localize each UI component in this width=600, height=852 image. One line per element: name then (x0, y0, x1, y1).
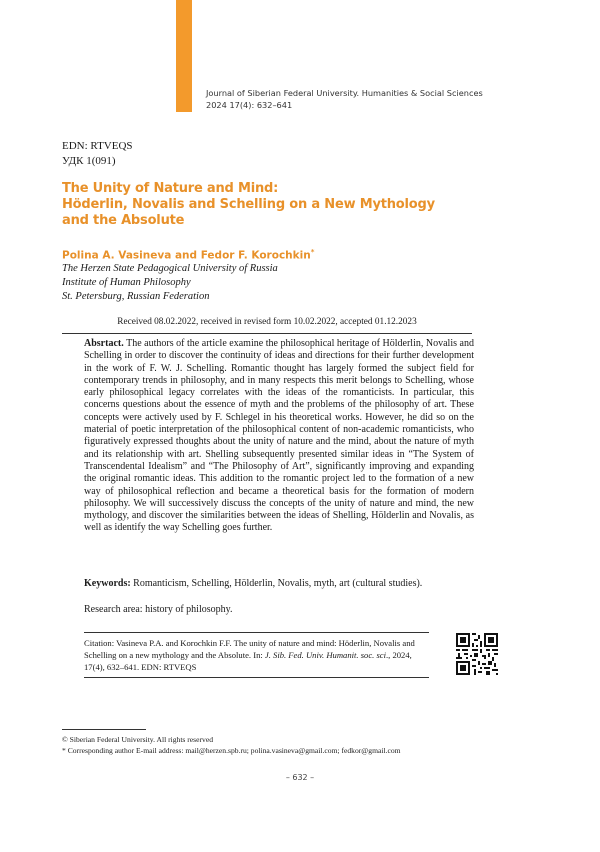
qr-code-icon (456, 633, 498, 675)
research-area: Research area: history of philosophy. (84, 604, 233, 615)
citation-box (84, 632, 429, 678)
corresponding-author-note: * Corresponding author E-mail address: mail@herzen.spb.ru; polina.vasineva@gmail.com; fedkor@gmail.com (62, 746, 401, 755)
keywords-text: Romanticism, Schelling, Hölderlin, Novalis, myth, art (cultural studies). (130, 578, 423, 589)
received-dates: Received 08.02.2022, received in revised form 10.02.2022, accepted 01.12.2023 (117, 317, 417, 327)
footnotes (62, 734, 401, 756)
corresponding-mark: * (310, 248, 315, 256)
authors (62, 248, 314, 262)
divider (62, 333, 472, 334)
title-line-2: Höderlin, Novalis and Schelling on a New Mythology (62, 197, 435, 212)
journal-name: Journal of Siberian Federal University. Humanities & Social Sciences (206, 88, 483, 98)
page-number: – 632 – (285, 773, 315, 782)
abstract-text: The authors of the article examine the philosophical heritage of Hölderlin, Novalis and Schelling in order to discover the continuity of ideas and directions for their further development in the work of F. W. J. Schelling. Romantic thought has largely formed the subject field for contemporary trends in philosophy, and in many respects this merit belongs to Schelling, whose early philosophical legacy correlates with the ideas of the romanticists. In particular, this concerns questions about the essence of myth and the problems of the philosophy of art. These concepts were actively used by F. Schlegel in his theoretical works. However, he did so on the material of poetic interpretation of the philosophical content of non-academic romanticists, who figuratively expressed thoughts about the unity of nature and the mind, about the nature of myth and its relationship with art. Shelling subsequently presented similar ideas in “The System of Transcendental Idealism” and “The Philosophy of Art”, significantly improving and expanding the original romantic ideas. This addition to the romantic project led to the formation of a new way of philosophical reflection and became a theoretical basis for the formation of modern philosophy. We will successively discuss the concepts of the unity of nature and mind, the new mythology, and discover the similarities between the ideas of Shelling, Hölderlin and Novalis, as well as identify the way Schelling goes further. (84, 338, 474, 534)
copyright-note: © Siberian Federal University. All rights reserved (62, 735, 213, 744)
abstract-label: Absrtact. (84, 338, 124, 349)
citation-tail: ., 2024, 17(4), 632–641. EDN: RTVEQS (84, 650, 412, 672)
journal-issue: 2024 17(4): 632–641 (206, 100, 293, 110)
affiliation-line-1: The Herzen State Pedagogical University of Russia (62, 263, 278, 274)
title-line-1: The Unity of Nature and Mind: (62, 181, 279, 196)
article-title (62, 181, 435, 229)
footnote-divider (62, 729, 146, 730)
title-line-3: and the Absolute (62, 213, 185, 228)
journal-header (206, 87, 483, 111)
keywords (84, 578, 474, 589)
affiliation (62, 262, 278, 304)
orange-accent-bar (176, 0, 192, 112)
citation-journal: J. Sib. Fed. Univ. Humanit. soc. sci (264, 650, 387, 660)
udk: УДК 1(091) (62, 155, 116, 167)
identifiers (62, 139, 133, 169)
affiliation-line-3: St. Petersburg, Russian Federation (62, 291, 210, 302)
keywords-label: Keywords: (84, 578, 131, 589)
abstract (84, 338, 474, 535)
edn: EDN: RTVEQS (62, 140, 133, 152)
affiliation-line-2: Institute of Human Philosophy (62, 277, 191, 288)
author-names: Polina A. Vasineva and Fedor F. Korochkin (62, 249, 311, 262)
citation-text: Citation: Vasineva P.A. and Korochkin F.F. The unity of nature and mind: Höderlin, Novalis and Schelling on a new mythology and the Absolute. In: (84, 638, 415, 660)
